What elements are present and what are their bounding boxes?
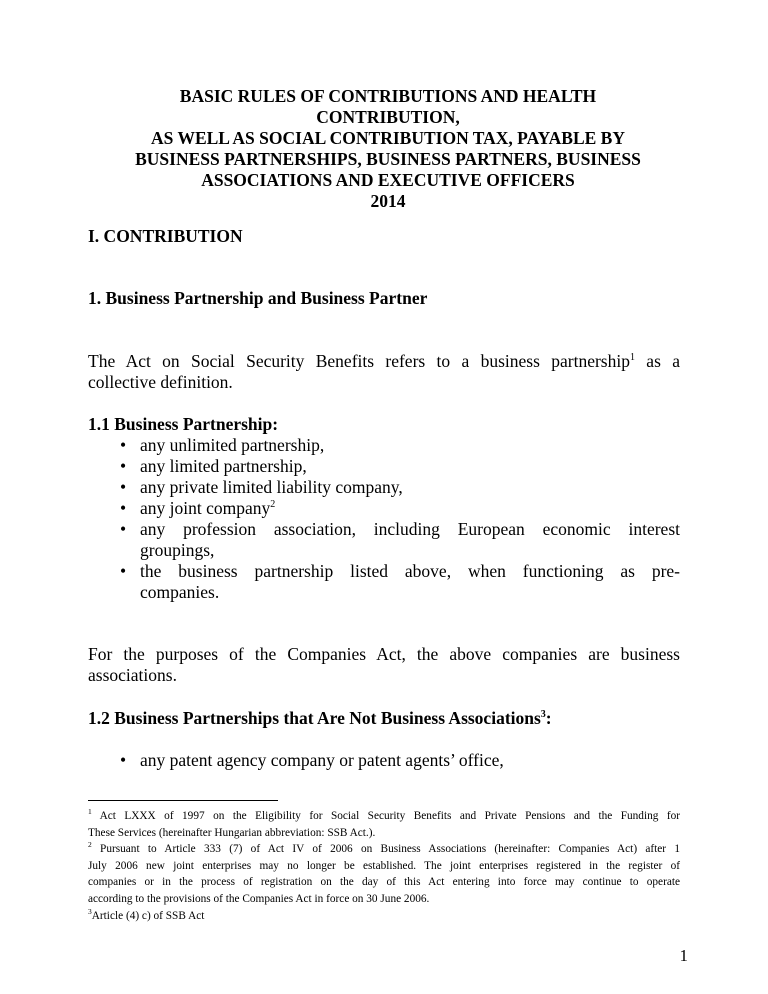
title-line-4: BUSINESS PARTNERSHIPS, BUSINESS PARTNERS, BUSINESS xyxy=(135,149,641,169)
footnote-2-line-2: July 2006 new joint enterprises may no longer be established. The joint enterprises registered in the register of xyxy=(88,859,680,872)
list-item-text: any patent agency company or patent agents’ office, xyxy=(140,750,504,770)
list-item xyxy=(88,435,680,456)
subsection-heading-business-partnership: 1. Business Partnership and Business Partner xyxy=(88,288,428,308)
list-item-text: any joint company xyxy=(140,498,271,518)
title-line-1: BASIC RULES OF CONTRIBUTIONS AND HEALTH xyxy=(179,86,597,106)
list-item xyxy=(88,477,680,498)
title-line-5: ASSOCIATIONS AND EXECUTIVE OFFICERS xyxy=(201,170,575,190)
bullet-icon: • xyxy=(120,477,127,497)
companies-act-line-1: For the purposes of the Companies Act, the above companies are business xyxy=(88,644,680,664)
footnote-divider xyxy=(88,800,278,801)
footnote-ref-3[interactable]: 3 xyxy=(540,709,546,721)
companies-act-paragraph xyxy=(88,644,680,686)
footnote-number-3: 3 xyxy=(88,906,92,916)
title-line-3: AS WELL AS SOCIAL CONTRIBUTION TAX, PAYABLE BY xyxy=(151,128,625,148)
list-item xyxy=(88,750,680,771)
footnote-1-line-2: These Services (hereinafter Hungarian abbreviation: SSB Act.). xyxy=(88,826,376,839)
bullet-list-business-partnership xyxy=(88,435,680,603)
list-item-text-line-2: companies. xyxy=(140,582,220,602)
list-item xyxy=(88,519,680,561)
list-item-text: any private limited liability company, xyxy=(140,477,403,497)
footnote-2-line-3: companies or in the process of registration on the day of this Act entering into force may continue to operate xyxy=(88,876,680,889)
heading-1-2: 1.2 Business Partnerships that Are Not Business Associations$^3$: xyxy=(88,708,552,728)
footnote-2-line-1: $^2$ Pursuant to Article 333 (7) of Act IV of 2006 on Business Associations (hereinafter: Companies Act) after 1 xyxy=(88,840,680,856)
bullet-list-non-associations xyxy=(88,750,680,771)
list-item-text: any limited partnership, xyxy=(140,456,307,476)
list-item xyxy=(88,456,680,477)
list-item xyxy=(88,498,680,519)
footnote-1-line-1: $^1$ Act LXXX of 1997 on the Eligibility for Social Security Benefits and Private Pensions and the Funding for xyxy=(88,807,680,822)
bullet-icon: • xyxy=(120,561,127,581)
footnote-number-1: 1 xyxy=(88,807,92,817)
intro-line-1: The Act on Social Security Benefits refers to a business partnership$^1$ as a xyxy=(88,351,680,371)
footnote-2-line-4: according to the provisions of the Companies Act in force on 30 June 2006. xyxy=(88,892,430,905)
bullet-icon: • xyxy=(120,435,127,455)
bullet-icon: • xyxy=(120,750,127,770)
footnote-3-line-1: $^3$Article (4) c) of SSB Act xyxy=(88,906,205,922)
list-item-text: any unlimited partnership, xyxy=(140,435,325,455)
footnote-number-2: 2 xyxy=(88,840,92,850)
list-item-text-line-1: the business partnership listed above, when functioning as pre- xyxy=(140,561,680,581)
bullet-icon: • xyxy=(120,519,127,539)
title-line-2: CONTRIBUTION, xyxy=(316,107,460,127)
heading-1-1: 1.1 Business Partnership: xyxy=(88,414,279,434)
companies-act-line-2: associations. xyxy=(88,665,177,685)
document-page xyxy=(88,0,688,994)
list-item-text-line-1: any profession association, including European economic interest xyxy=(140,519,680,539)
footnote-ref-1[interactable]: 1 xyxy=(629,352,635,364)
footnote-ref-2[interactable]: 2 xyxy=(270,499,276,511)
intro-line-2: collective definition. xyxy=(88,372,233,392)
page-number: 1 xyxy=(679,946,688,965)
intro-paragraph xyxy=(88,351,680,393)
list-item-text-line-2: groupings, xyxy=(140,540,215,560)
section-heading-contribution: I. CONTRIBUTION xyxy=(88,226,243,246)
bullet-icon: • xyxy=(120,498,127,518)
title-year: 2014 xyxy=(370,191,406,211)
bullet-icon: • xyxy=(120,456,127,476)
document-title xyxy=(88,86,688,212)
list-item xyxy=(88,561,680,603)
footnotes xyxy=(88,808,680,924)
